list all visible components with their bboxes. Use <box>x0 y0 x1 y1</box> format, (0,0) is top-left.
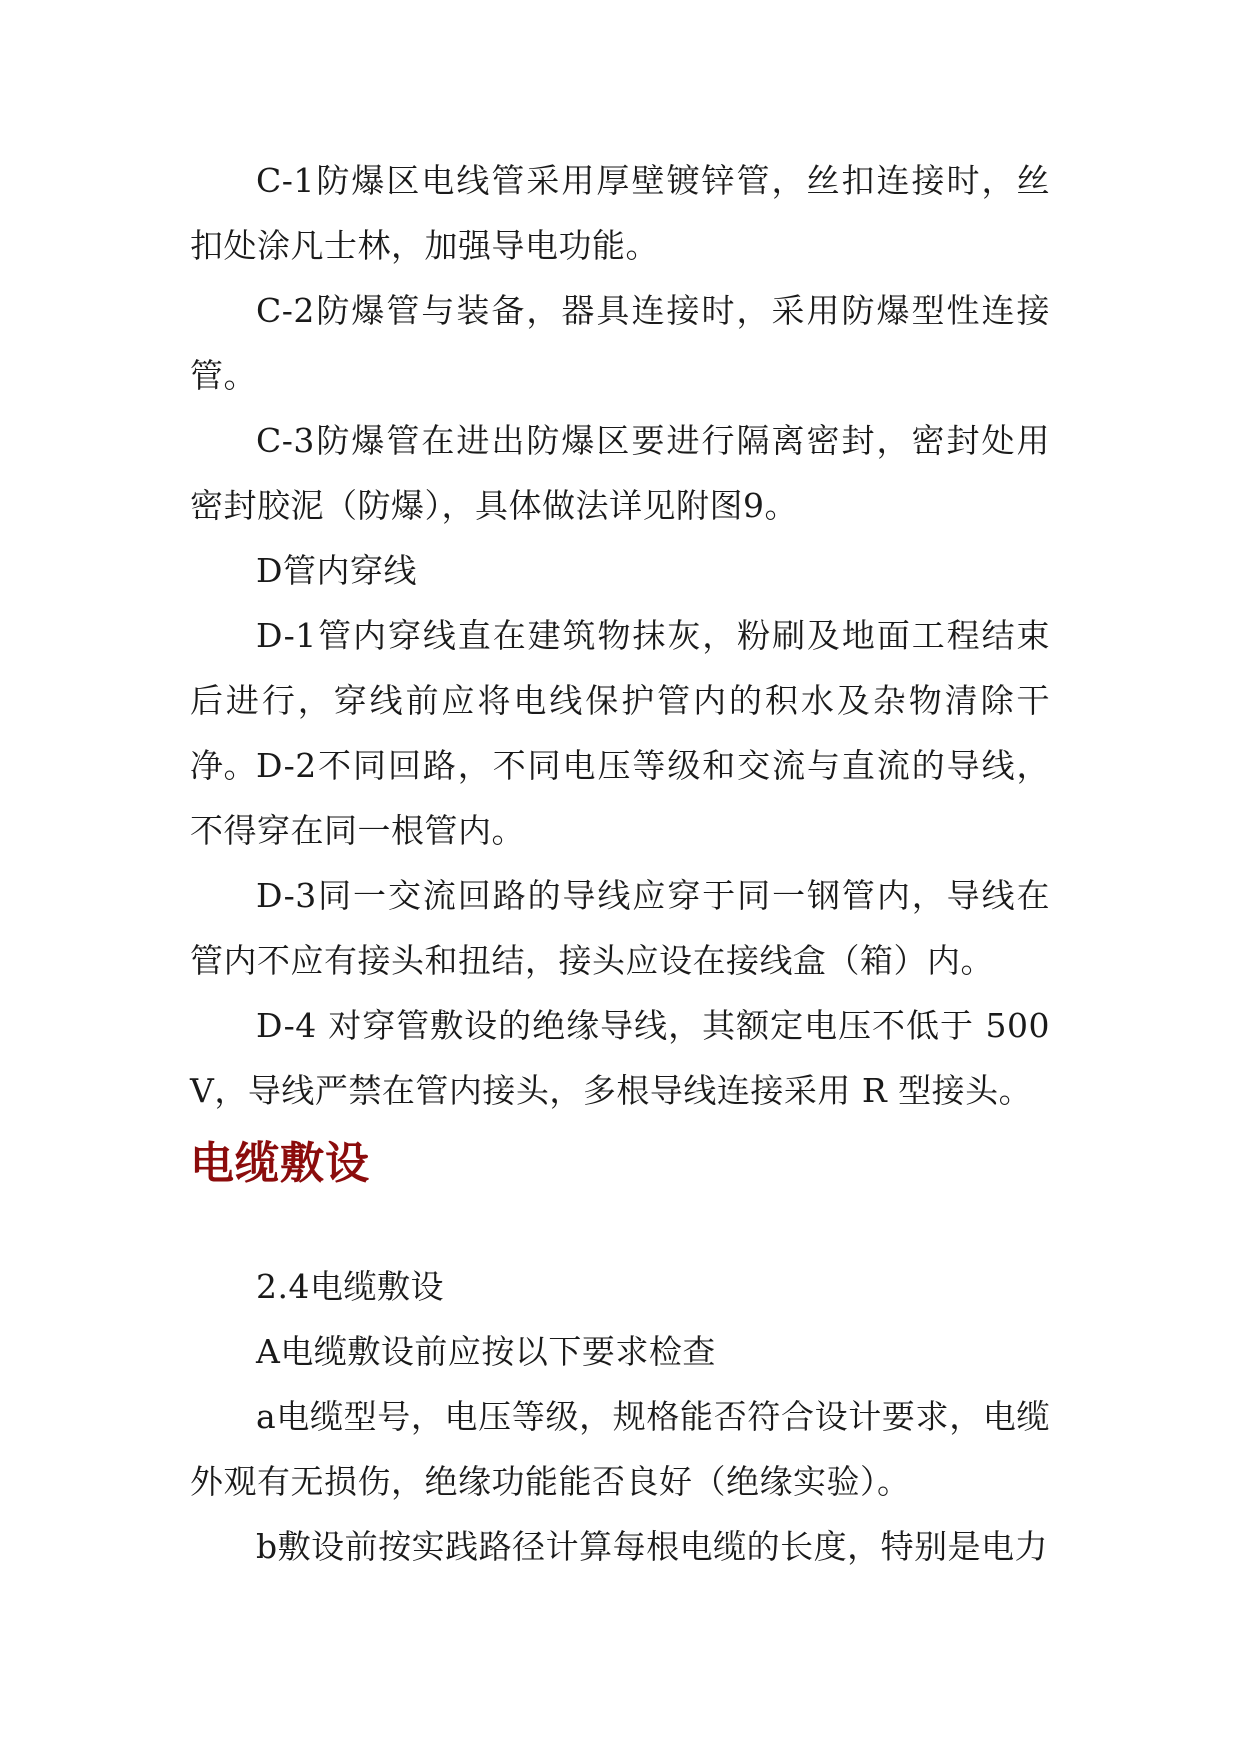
paragraph-d2: D-2不同回路，不同电压等级和交流与直流的导线，不得穿在同一根管内。 <box>190 746 1050 850</box>
paragraph-b-lower: b敷设前按实践路径计算每根电缆的长度，特别是电力 <box>256 1527 1049 1566</box>
paragraph-c1: C-1防爆区电线管采用厚壁镀锌管，丝扣连接时，丝扣处涂凡士林，加强导电功能。 <box>190 161 1050 265</box>
paragraph-2-4: 2.4电缆敷设 <box>256 1267 444 1306</box>
paragraph-a: A电缆敷设前应按以下要求检查 <box>256 1332 716 1371</box>
paragraph-d4: D-4 对穿管敷设的绝缘导线，其额定电压不低于 500V，导线严禁在管内接头，多根导线连接采用 R 型接头。 <box>190 1006 1050 1110</box>
paragraph-d-title: D管内穿线 <box>256 551 417 590</box>
paragraph-c2: C-2防爆管与装备，器具连接时，采用防爆型性连接管。 <box>190 291 1050 395</box>
paragraph-c3: C-3防爆管在进出防爆区要进行隔离密封，密封处用密封胶泥（防爆），具体做法详见附图9。 <box>190 421 1050 525</box>
section-heading: 电缆敷设 <box>190 1138 370 1189</box>
paragraph-d1: D-1管内穿线直在建筑物抹灰，粉刷及地面工程结束后进行，穿线前应将电线保护管内的积水及杂物清除干净。 <box>190 616 1050 785</box>
paragraph-d3: D-3同一交流回路的导线应穿于同一钢管内，导线在管内不应有接头和扭结，接头应设在接线盒（箱）内。 <box>190 876 1050 980</box>
paragraph-a-lower: a电缆型号，电压等级，规格能否符合设计要求，电缆外观有无损伤，绝缘功能能否良好（绝缘实验）。 <box>190 1397 1050 1501</box>
